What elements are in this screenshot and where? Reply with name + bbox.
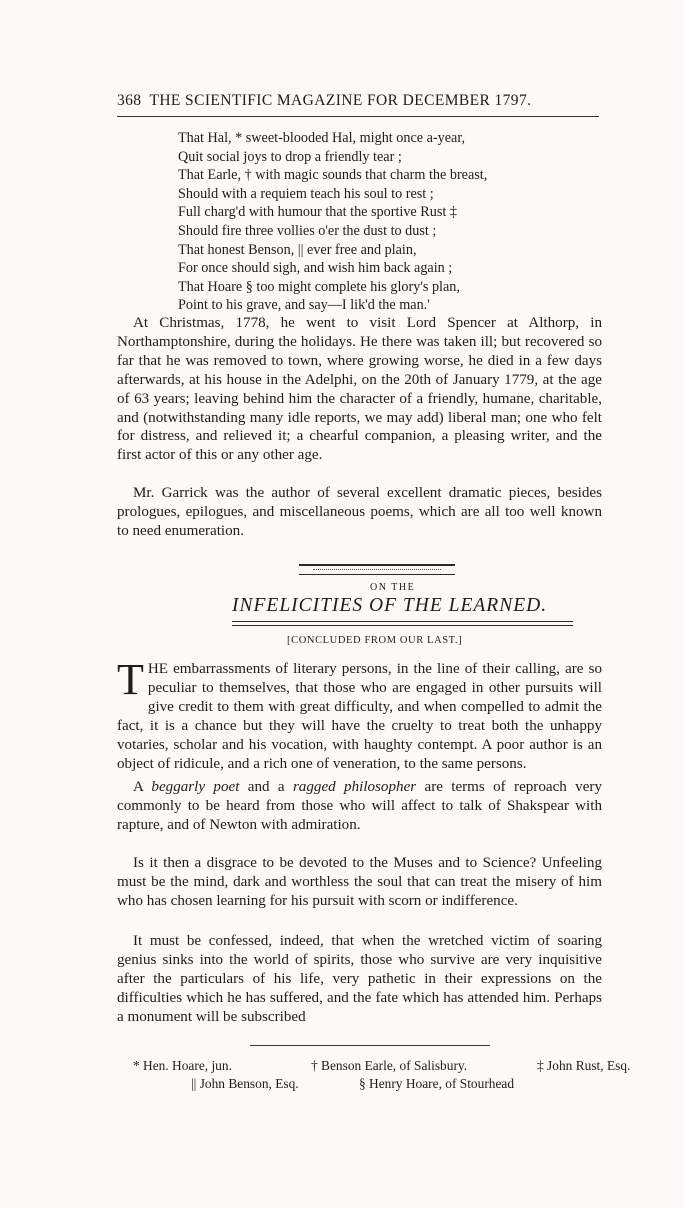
paragraph-beggarly-poet <box>117 778 602 835</box>
article-title: INFELICITIES OF THE LEARNED. <box>232 595 548 616</box>
magazine-title: THE SCIENTIFIC MAGAZINE FOR DECEMBER 1797. <box>149 92 532 109</box>
footnote: * Hen. Hoare, jun. <box>133 1058 232 1073</box>
poem-line: For once should sigh, and wish him back again ; <box>178 260 453 277</box>
drop-cap: T <box>117 655 144 704</box>
article-kicker: ON THE <box>370 582 416 593</box>
poem-line: Point to his grave, and say—I lik'd the man.' <box>178 297 430 314</box>
paragraph-confessed <box>117 932 602 1027</box>
poem-line: Quit social joys to drop a friendly tear ; <box>178 148 402 165</box>
text-run: are terms of reproach very commonly to be heard from those who will affect to talk of Shakspear with rapture, and of Newton with admiration. <box>117 779 602 833</box>
paragraph-disgrace <box>117 854 602 911</box>
text-run: A <box>133 779 144 795</box>
poem-line: That honest Benson, || ever free and plain, <box>178 241 417 258</box>
poem-line: That Hal, * sweet-blooded Hal, might once a-year, <box>178 130 466 146</box>
poem-line: That Earle, † with magic sounds that charm the breast, <box>178 167 488 184</box>
text-run: and a <box>247 779 285 795</box>
paragraph-text: At Christmas, 1778, he went to visit Lord Spencer at Althorp, in Northamptonshire, during the holidays. He there was taken ill; but recovered so far that he was removed to town, where growing worse, he died in a few days afterwards, at his house in the Adelphi, on the 20th of January 1779, at the age of 63 years; leaving behind him the character of a friendly, humane, charitable, and (notwithstanding many idle reports, we may add) liberal man; one who felt for distress, and relieved it; a chearful companion, a pleasing writer, and the first actor of this or any other age. <box>117 315 602 464</box>
running-head <box>117 92 597 110</box>
header-rule <box>117 116 599 117</box>
title-rule <box>232 621 573 622</box>
italic-phrase: beggarly poet <box>151 779 240 795</box>
paragraph-christmas <box>117 314 602 465</box>
footnote: ‡ John Rust, Esq. <box>537 1058 631 1073</box>
footnote-row <box>133 1057 631 1075</box>
poem-line: Should with a requiem teach his soul to rest ; <box>178 185 434 202</box>
paragraph-embarrassments <box>117 655 602 773</box>
title-rule <box>232 625 573 626</box>
paragraph-garrick-works <box>117 484 602 541</box>
poem-excerpt <box>178 129 618 315</box>
poem-line: Full charg'd with humour that the sportive Rust ‡ <box>178 204 457 221</box>
paragraph-text: Mr. Garrick was the author of several excellent dramatic pieces, besides prologues, epilogues, and miscellaneous poems, which are all too well known to need enumeration. <box>117 485 602 539</box>
paragraph-text: Is it then a disgrace to be devoted to the Muses and to Science? Unfeeling must be the mind, dark and worthless the soul that can treat the misery of him who has chosen learning for his pursuit with scorn or indifference. <box>117 855 602 909</box>
footnote: || John Benson, Esq. <box>191 1076 299 1091</box>
footnote-rule <box>250 1045 490 1046</box>
continuation-note: [CONCLUDED FROM OUR LAST.] <box>287 635 463 646</box>
footnote: § Henry Hoare, of Stourhead <box>359 1076 515 1091</box>
footnote: † Benson Earle, of Salisbury. <box>311 1058 468 1073</box>
poem-line: That Hoare § too might complete his glory's plan, <box>178 278 460 295</box>
poem-line: Should fire three vollies o'er the dust to dust ; <box>178 222 437 239</box>
paragraph-text: HE embarrassments of literary persons, in the line of their calling, are so peculiar to themselves, that those who are engaged in other pursuits will give credit to them with great difficulty, and when compelled to admit the fact, it is a chance but they will have the cruelty to treat both the unhappy votaries, scholar and his vocation, with haughty contempt. A poor author is an object of ridicule, and a rich one of veneration, to the same persons. <box>117 661 602 772</box>
paragraph-text: It must be confessed, indeed, that when the wretched victim of soaring genius sinks into the world of spirits, those who survive are very inquisitive after the particulars of his life, very pathetic in their expressions on the difficulties which he has suffered, and the fate which has attended him. Perhaps a monument will be subscribed <box>117 933 602 1025</box>
footnote-row <box>133 1075 613 1093</box>
section-ornament <box>299 564 455 575</box>
italic-phrase: ragged philosopher <box>292 779 417 795</box>
page-number: 368 <box>117 92 142 109</box>
footnotes <box>133 1057 631 1093</box>
